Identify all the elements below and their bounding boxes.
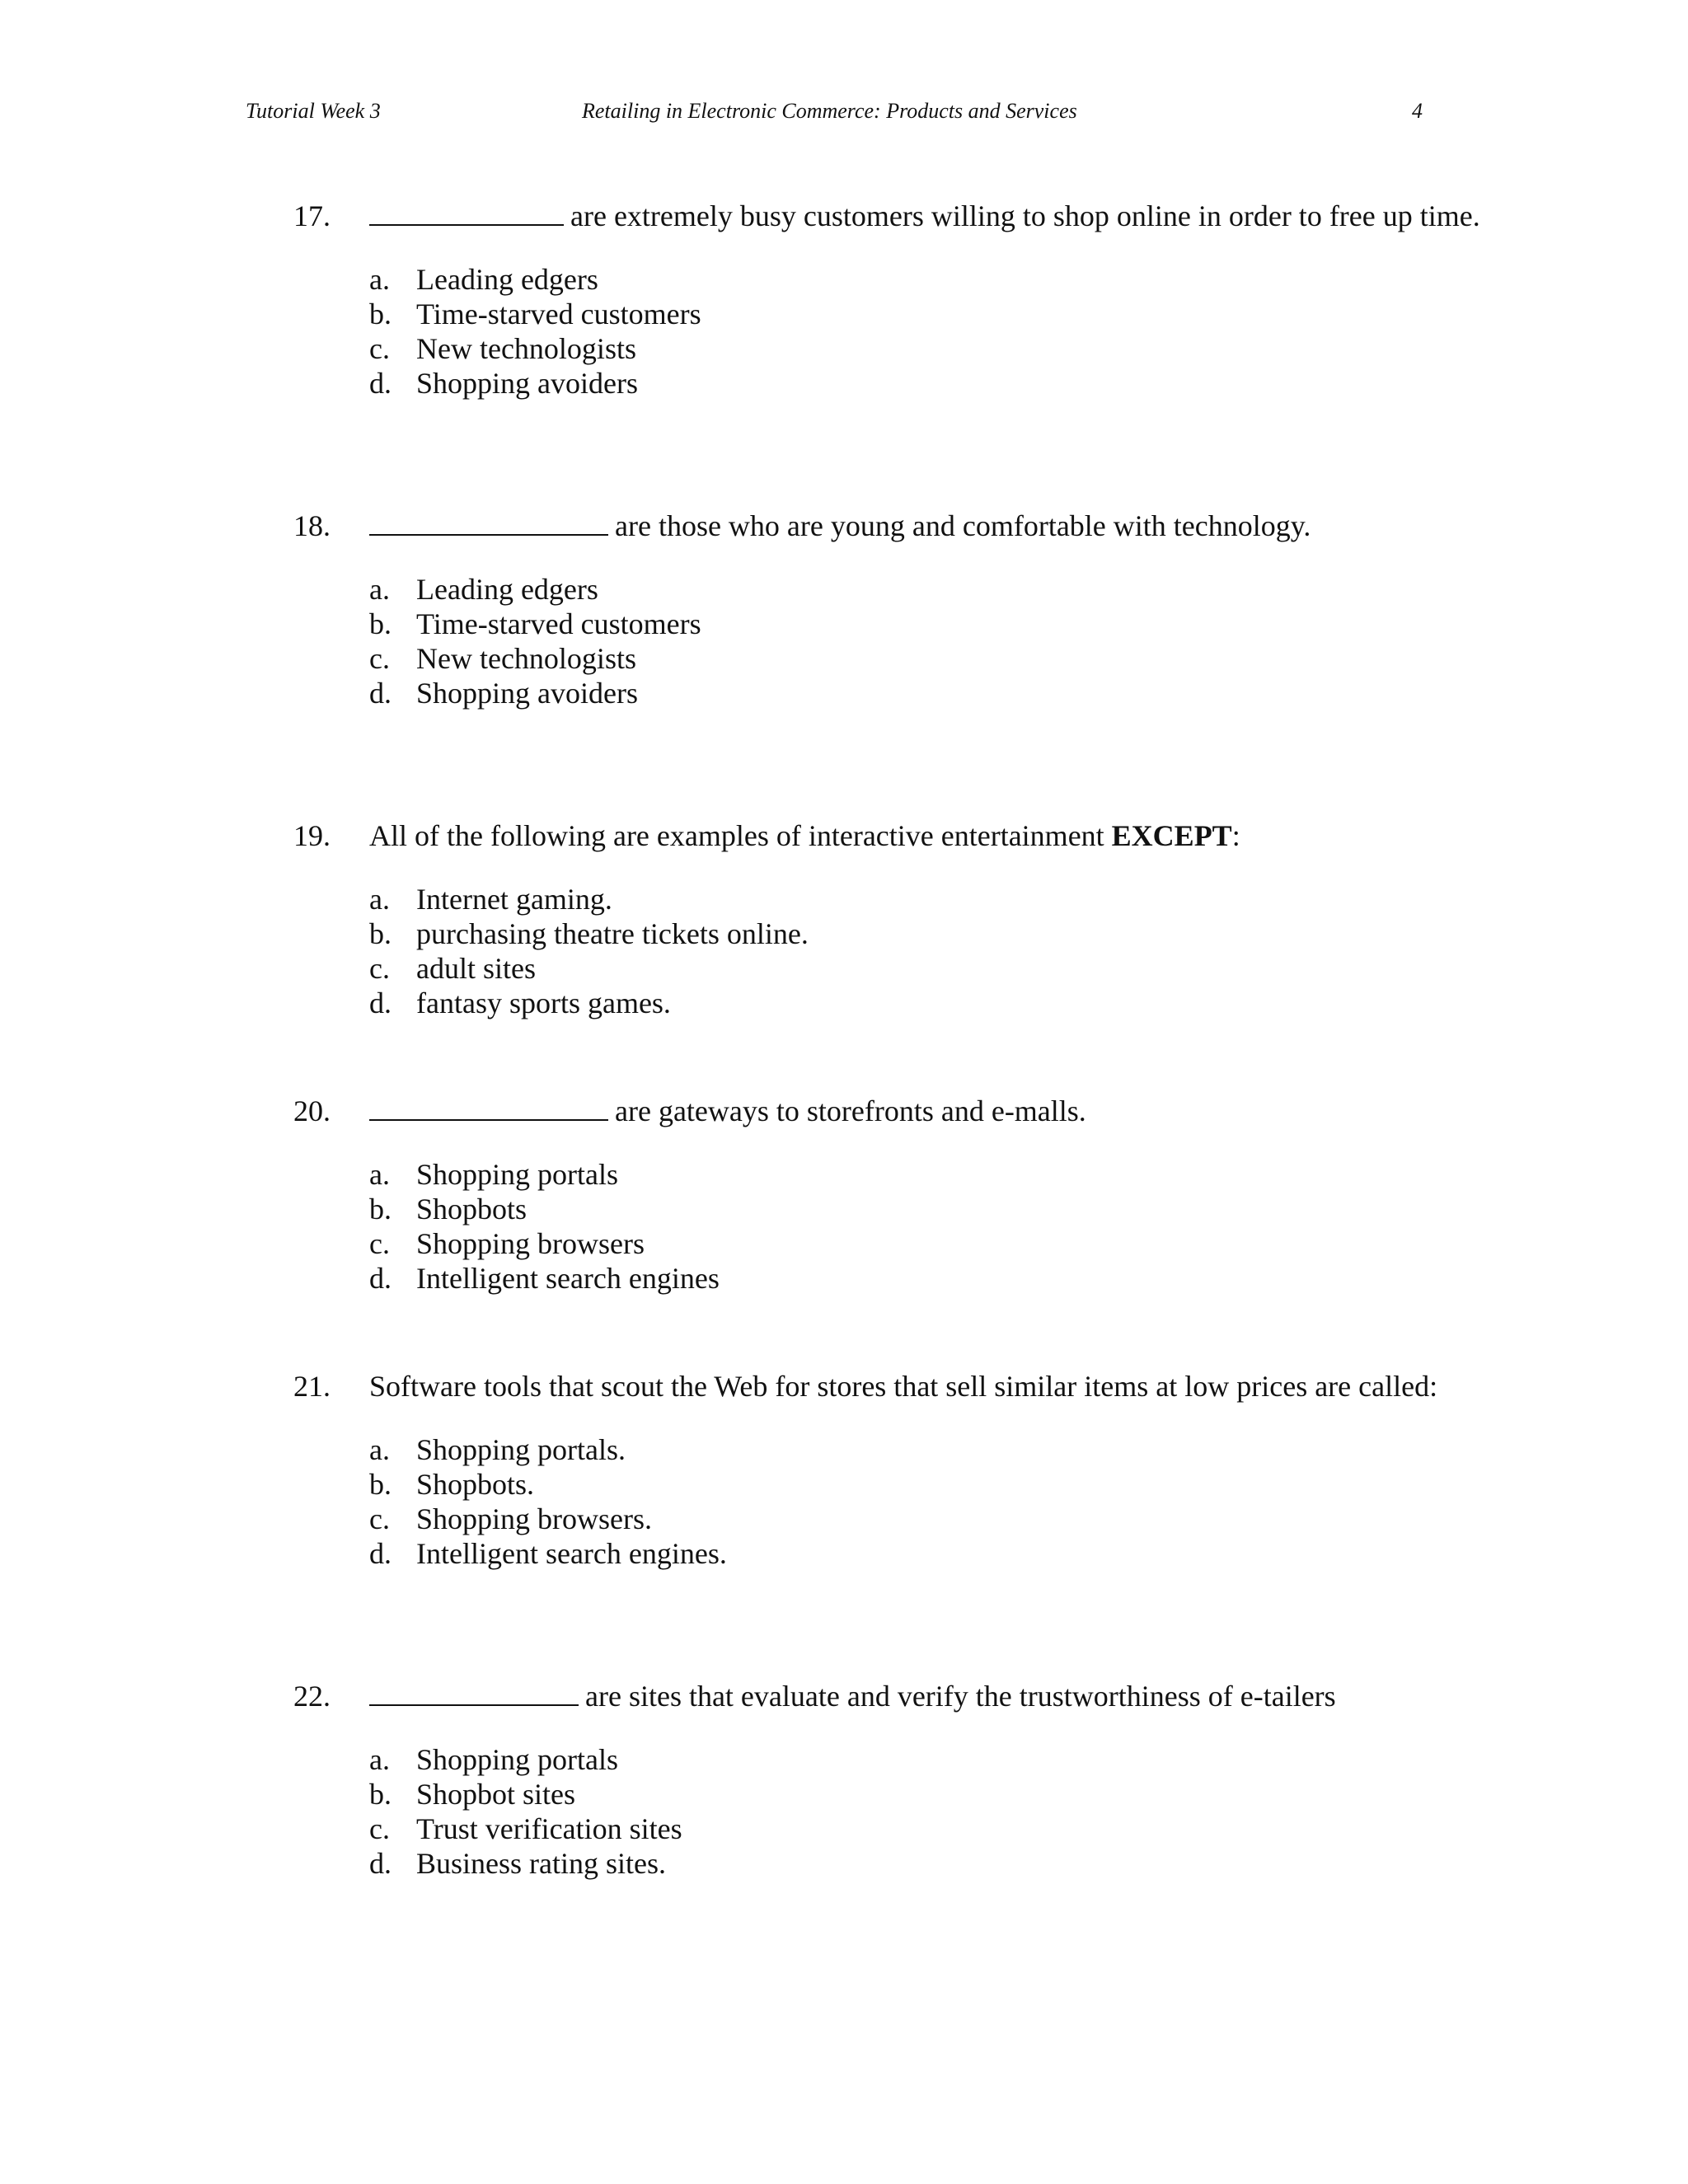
question-stem (369, 194, 1480, 237)
answer-option (369, 1811, 1579, 1846)
question-20 (293, 1090, 1579, 1296)
option-letter: c. (369, 1812, 390, 1845)
fill-in-blank (369, 1090, 608, 1121)
option-text: Time-starved customers (416, 298, 701, 330)
option-text: Shopbots (416, 1193, 528, 1226)
option-text: Leading edgers (416, 263, 598, 296)
question-stem-text: All of the following are examples of interactive entertainment (369, 819, 1104, 852)
answer-option (369, 951, 1579, 986)
option-letter: a. (369, 883, 390, 916)
option-letter: d. (369, 1847, 392, 1880)
answer-option (369, 1432, 1579, 1467)
question-number: 21. (293, 1370, 331, 1403)
answer-option (369, 607, 1579, 641)
question-stem-text: are gateways to storefronts and e-malls. (615, 1094, 1086, 1127)
option-letter: a. (369, 1743, 390, 1776)
answer-option (369, 1261, 1579, 1296)
option-text: Intelligent search engines. (416, 1537, 727, 1570)
answer-option (369, 297, 1579, 331)
question-21 (293, 1365, 1579, 1571)
answer-options (369, 882, 1579, 1020)
running-header (0, 99, 1688, 132)
option-text: adult sites (416, 952, 536, 985)
answer-option (369, 986, 1579, 1020)
question-stem-line (293, 1675, 1579, 1718)
fill-in-blank (369, 1675, 579, 1706)
question-stem (369, 1365, 1437, 1408)
header-chapter-title: Retailing in Electronic Commerce: Products and Services (582, 99, 1077, 123)
option-letter: a. (369, 1433, 390, 1466)
option-letter: b. (369, 917, 392, 950)
answer-option (369, 1536, 1579, 1571)
option-text: Shopping avoiders (416, 367, 638, 400)
option-text: fantasy sports games. (416, 987, 671, 1019)
question-stem (369, 504, 1311, 547)
option-letter: c. (369, 1502, 390, 1535)
fill-in-blank (369, 504, 608, 536)
option-text: New technologists (416, 642, 636, 675)
fill-in-blank (369, 194, 564, 226)
option-letter: d. (369, 1537, 392, 1570)
answer-option (369, 676, 1579, 710)
answer-option (369, 916, 1579, 951)
option-letter: c. (369, 332, 390, 365)
question-18 (293, 504, 1579, 710)
answer-option (369, 1467, 1579, 1502)
option-letter: a. (369, 573, 390, 606)
option-text: Intelligent search engines (416, 1262, 720, 1295)
option-text: Trust verification sites (416, 1812, 682, 1845)
question-stem-emphasis: EXCEPT (1111, 819, 1232, 852)
answer-option (369, 1192, 1579, 1226)
question-stem-line (293, 194, 1579, 237)
answer-option (369, 1777, 1579, 1811)
option-text: Shopbots. (416, 1468, 535, 1501)
question-stem-text: Software tools that scout the Web for stores that sell similar items at low prices are called: (369, 1370, 1438, 1403)
question-stem-line (293, 1090, 1579, 1132)
question-stem-line (293, 1365, 1579, 1408)
option-letter: a. (369, 1158, 390, 1191)
option-text: Business rating sites. (416, 1847, 666, 1880)
answer-options (369, 572, 1579, 710)
question-stem-line (293, 504, 1579, 547)
option-letter: d. (369, 987, 392, 1019)
option-letter: b. (369, 1778, 392, 1811)
option-letter: c. (369, 642, 390, 675)
option-text: Time-starved customers (416, 607, 701, 640)
answer-option (369, 366, 1579, 401)
option-letter: c. (369, 952, 390, 985)
option-text: Shopping portals (416, 1158, 619, 1191)
answer-option (369, 641, 1579, 676)
option-text: Leading edgers (416, 573, 598, 606)
question-stem-punctuation: : (1231, 819, 1240, 852)
answer-option (369, 1846, 1579, 1881)
answer-option (369, 1226, 1579, 1261)
question-stem (369, 1675, 1336, 1718)
question-number: 17. (293, 199, 331, 232)
header-page-number: 4 (1412, 99, 1423, 123)
option-text: Shopping portals. (416, 1433, 626, 1466)
option-text: Shopping portals (416, 1743, 619, 1776)
answer-option (369, 1157, 1579, 1192)
question-number: 19. (293, 819, 331, 852)
question-stem-text: are those who are young and comfortable with technology. (615, 509, 1311, 542)
question-number: 18. (293, 509, 331, 542)
question-number: 20. (293, 1094, 331, 1127)
option-text: Shopping avoiders (416, 677, 638, 710)
question-number: 22. (293, 1680, 331, 1713)
answer-option (369, 262, 1579, 297)
question-stem-line (293, 814, 1579, 857)
option-text: Shopping browsers (416, 1227, 645, 1260)
option-letter: d. (369, 367, 392, 400)
option-letter: c. (369, 1227, 390, 1260)
answer-options (369, 262, 1579, 401)
answer-options (369, 1432, 1579, 1571)
header-course-week: Tutorial Week 3 (246, 99, 381, 123)
option-letter: b. (369, 607, 392, 640)
option-letter: b. (369, 1193, 392, 1226)
option-text: Shopbot sites (416, 1778, 576, 1811)
answer-option (369, 331, 1579, 366)
answer-option (369, 572, 1579, 607)
option-text: Shopping browsers. (416, 1502, 652, 1535)
question-stem-text: are sites that evaluate and verify the trustworthiness of e-tailers (585, 1680, 1336, 1713)
answer-option (369, 1502, 1579, 1536)
question-22 (293, 1675, 1579, 1881)
option-text: New technologists (416, 332, 636, 365)
option-text: purchasing theatre tickets online. (416, 917, 809, 950)
option-letter: a. (369, 263, 390, 296)
question-stem (369, 814, 1240, 857)
answer-option (369, 882, 1579, 916)
question-17 (293, 194, 1579, 401)
option-text: Internet gaming. (416, 883, 612, 916)
question-stem-text: are extremely busy customers willing to shop online in order to free up time. (570, 199, 1480, 232)
option-letter: b. (369, 298, 392, 330)
option-letter: d. (369, 677, 392, 710)
question-stem (369, 1090, 1086, 1132)
option-letter: b. (369, 1468, 392, 1501)
option-letter: d. (369, 1262, 392, 1295)
answer-option (369, 1742, 1579, 1777)
question-19 (293, 814, 1579, 1020)
answer-options (369, 1742, 1579, 1881)
answer-options (369, 1157, 1579, 1296)
